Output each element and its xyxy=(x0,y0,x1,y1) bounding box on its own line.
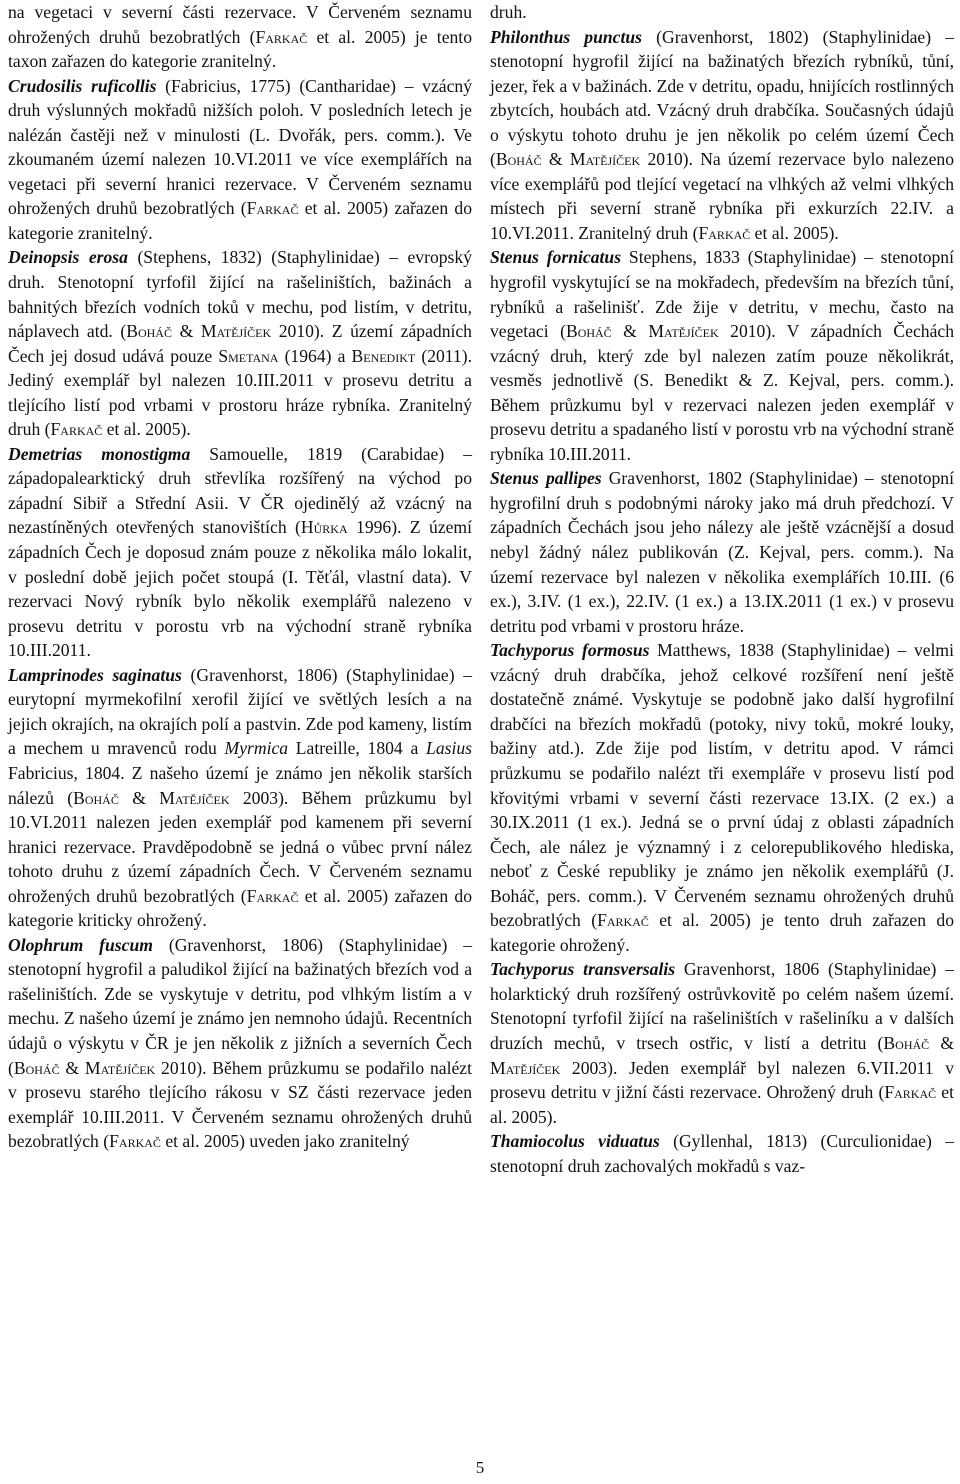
author-name: Boháč xyxy=(126,321,172,342)
author-name: Matějíček xyxy=(648,321,719,342)
species-entry-stenus-fornicatus: Stenus fornicatus Stephens, 1833 (Staphylinidae) – stenotopní hygrofil vyskytující se na mokřadech, především na březích tůní, rybníků a rašelinišť. Zde žije v detritu, v mechu, často na vegetaci (Boháč & Matějíček 2010). V západních Čechách vzácný druh, který zde byl nalezen zatím pouze několikrát, vesměs jednotlivě (S. Benedikt & Z. Kejval, pers. comm.). Během průzkumu byl v rezervaci nalezen jeden exemplář v prosevu detritu a spadaného listí v porostu vrb na východní straně rybníka 10.III.2011. xyxy=(490,247,954,464)
page-number: 5 xyxy=(475,1458,485,1477)
author-name: Matějíček xyxy=(159,787,230,808)
species-name: Demetrias monostigma xyxy=(8,443,191,464)
author-name: Boháč xyxy=(565,321,612,342)
species-entry-stenus-pallipes: Stenus pallipes Gravenhorst, 1802 (Staphylinidae) – stenotopní hygrofilní druh s podobnými nároky jako má druh předchozí. V západních Čechách jsou jeho nálezy ale ještě vzácnější a dosud nebyl žádný nález publikován (Z. Kejval, pers. comm.). Na území rezervace byl nalezen v několika exemplářích 10.III. (6 ex.), 3.IV. (1 ex.), 22.IV. (1 ex.) a 13.IX.2011 (1 ex.) v prosevu detritu pod vrbami v prostoru hráze. xyxy=(490,468,954,636)
species-entry-lamprinodes: Lamprinodes saginatus (Gravenhorst, 1806) (Staphylinidae) – eurytopní myrmekofilní xerofil žijící ve světlých lesích a na jejich okrajích, na okrajích polí a pastvin. Zde pod kameny, listím a mechem u mravenců rodu Myrmica Latreille, 1804 a Lasius Fabricius, 1804. Z našeho území je známo jen několik starších nálezů (Boháč & Matějíček 2003). Během průzkumu byl 10.VI.2011 nalezen jeden exemplář pod kamenem při severní hranici rezervace. Pravděpodobně se jedná o vůbec první nález tohoto druhu z území západních Čech. V Červeném seznamu ohrožených druhů bezobratlých (Farkač et al. 2005) zařazen do kategorie kriticky ohrožený. xyxy=(8,664,472,931)
author-name: Matějíček xyxy=(200,321,272,342)
species-entry-thamiocolus: Thamiocolus viduatus (Gyllenhal, 1813) (Curculionidae) – stenotopní druh zachovalých mokřadů s vaz- xyxy=(490,1131,954,1176)
paragraph-continuation: na vegetaci v severní části rezervace. V Červeném seznamu ohrožených druhů bezobratlých (Farkač et al. 2005) je tento taxon zařazen do kategorie zranitelný. xyxy=(8,2,472,72)
author-name: Farkač xyxy=(597,910,649,931)
species-entry-tachyporus-formosus: Tachyporus formosus Matthews, 1838 (Staphylinidae) – velmi vzácný druh drabčíka, jehož celkové rozšíření není ještě dostatečně známé. Vyskytuje se podobně jako další hygrofilní drabčíci na březích mokřadů (potoky, nivy toků, mokré louky, bažiny atd.). Zde žije pod listím, v detritu apod. V rámci průzkumu se podařilo nalézt tři exempláře v prosevu listí pod křovitými vrbami v severní části rezervace 13.IX. (2 ex.) a 30.IX.2011 (1 ex.). Jedná se o první údaj z oblasti západních Čech, ale nález je významný i z celorepublikového hlediska, neboť z České republiky je známo jen několik exemplářů (J. Boháč, pers. comm.). V Červeném seznamu ohrožených druhů bezobratlých (Farkač et al. 2005) je tento druh zařazen do kategorie ohrožený. xyxy=(490,640,955,955)
author-name: Farkač xyxy=(698,222,751,243)
author-name: Boháč xyxy=(883,1032,930,1053)
author-name: Farkač xyxy=(884,1082,937,1103)
genus-name: Lasius xyxy=(426,738,472,759)
species-entry-demetrias: Demetrias monostigma Samouelle, 1819 (Carabidae) – západopalearktický druh střevlíka rozšířený na východ po západní Sibiř a Střední Asii. V ČR ojedinělý až vzácný na nezastíněných otevřených stanovištích (Hůrka 1996). Z území západních Čech je doposud znám pouze z několika málo lokalit, v poslední době jejich počet stoupá (I. Těťál, vlastní data). V rezervaci Nový rybník bylo několik exemplářů nalezeno v prosevu detritu v porostu vrb na východní straně rybníka 10.III.2011. xyxy=(8,443,473,661)
species-name: Thamiocolus viduatus xyxy=(490,1131,660,1152)
species-entry-philonthus: Philonthus punctus (Gravenhorst, 1802) (Staphylinidae) – stenotopní hygrofil žijící na bažinatých březích rybníků, tůní, jezer, řek a v bažinách. Zde v detritu, opadu, hnijících rostlinných zbytcích, houbách atd. Vzácný druh drabčíka. Současných údajů o výskytu tohoto druhu je jen několik po celém území Čech (Boháč & Matějíček 2010). Na území rezervace bylo nalezeno více exemplářů pod tlející vegetací na vlhkých až velmi vlhkých místech při severní straně rybníka při exkurzích 22.IV. a 10.VI.2011. Zranitelný druh (Farkač et al. 2005). xyxy=(490,26,955,243)
author-name: Boháč xyxy=(73,787,119,808)
species-name: Crudosilis ruficollis xyxy=(8,75,157,96)
author-name: Farkač xyxy=(246,198,299,219)
author-name: Boháč xyxy=(13,1057,60,1078)
author-name: Benedikt xyxy=(351,345,416,366)
species-entry-tachyporus-transversalis: Tachyporus transversalis Gravenhorst, 1806 (Staphylinidae) – holarktický druh rozšířený ostrůvkovitě po celém našem území. Stenotopní tyrfofil žijící na rašeliništích v rašeliníku a v dalších druzích mechů, v trsech ostřic, v listí a detritu (Boháč & Matějíček 2003). Jeden exemplář byl nalezen 6.VII.2011 v prosevu detritu v jižní části rezervace. Ohrožený druh (Farkač et al. 2005). xyxy=(490,959,954,1127)
author-name: Matějíček xyxy=(490,1057,561,1078)
author-name: Boháč xyxy=(495,149,542,170)
right-column xyxy=(490,0,954,1178)
species-name: Tachyporus formosus xyxy=(490,640,650,661)
species-name: Tachyporus transversalis xyxy=(490,959,676,980)
author-name: Farkač xyxy=(109,1131,161,1152)
author-name: Hůrka xyxy=(300,517,348,538)
species-name: Stenus fornicatus xyxy=(490,247,622,268)
species-name: Stenus pallipes xyxy=(490,468,602,489)
author-name: Farkač xyxy=(255,26,308,47)
author-name: Smetana xyxy=(218,345,279,366)
author-name: Farkač xyxy=(50,419,103,440)
species-name: Philonthus punctus xyxy=(490,26,643,47)
species-entry-olophrum: Olophrum fuscum (Gravenhorst, 1806) (Staphylinidae) – stenotopní hygrofil a paludikol žijící na bažinatých březích vod a rašeliništích. Zde se vyskytuje v detritu, pod vlhkým listím a v mechu. Z našeho území je známo jen nemnoho údajů. Recentních údajů o výskytu v ČR je jen několik z jižních a severních Čech (Boháč & Matějíček 2010). Během průzkumu se podařilo nalézt v prosevu starého tlejícího rákosu v SZ části rezervace jeden exemplář 10.III.2011. V Červeném seznamu ohrožených druhů bezobratlých (Farkač et al. 2005) uveden jako zranitelný xyxy=(8,934,473,1152)
left-column xyxy=(8,0,472,1154)
genus-name: Myrmica xyxy=(224,738,289,759)
author-name: Matějíček xyxy=(569,149,641,170)
author-name: Farkač xyxy=(246,885,299,906)
author-name: Matějíček xyxy=(84,1057,156,1078)
species-name: Olophrum fuscum xyxy=(8,934,153,955)
species-name: Deinopsis erosa xyxy=(8,247,128,268)
species-name: Lamprinodes saginatus xyxy=(8,664,182,685)
paragraph-continuation: druh. xyxy=(490,2,527,22)
species-entry-crudosilis: Crudosilis ruficollis (Fabricius, 1775) (Cantharidae) – vzácný druh výslunných mokřadů nižších poloh. V posledních letech je nalézán častěji než v minulosti (L. Dvořák, pers. comm.). Ve zkoumaném území nalezen 10.VI.2011 ve více exemplářích na vegetaci při severní hranici rezervace. V Červeném seznamu ohrožených druhů bezobratlých (Farkač et al. 2005) zařazen do kategorie zranitelný. xyxy=(8,75,472,243)
species-entry-deinopsis: Deinopsis erosa (Stephens, 1832) (Staphylinidae) – evropský druh. Stenotopní tyrfofil žijící na rašeliništích, bažinách a bahnitých březích vodních toků v mechu, pod listím, v detritu, náplavech atd. (Boháč & Matějíček 2010). Z území západních Čech jej dosud udává pouze Smetana (1964) a Benedikt (2011). Jediný exemplář byl nalezen 10.III.2011 v prosevu detritu a tlejícího listí pod vrbami v prostoru hráze rybníka. Zranitelný druh (Farkač et al. 2005). xyxy=(8,247,472,440)
